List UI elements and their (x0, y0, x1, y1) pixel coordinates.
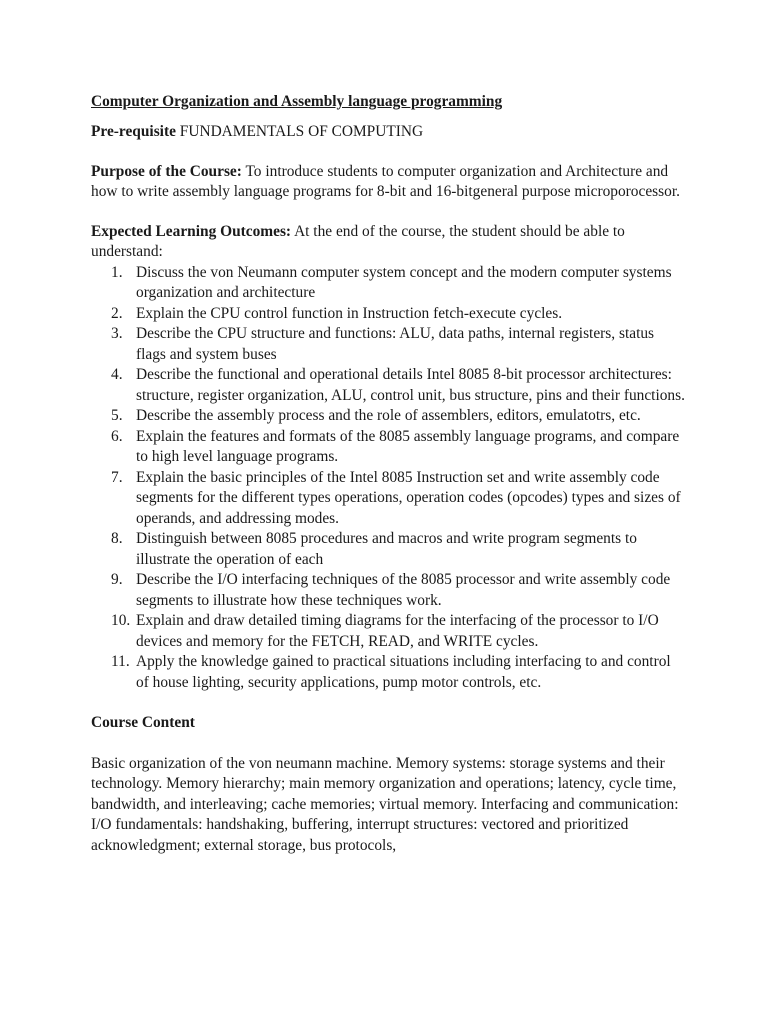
list-item-text: Explain the features and formats of the 8085 assembly language programs, and compare to high level language programs. (136, 427, 680, 465)
outcomes-paragraph (91, 222, 687, 263)
purpose-text: To introduce students to computer organization and Architecture and how to write assembly language programs for 8-bit and 16-bitgeneral purpose microporocessor. (91, 162, 680, 200)
list-item-number: 5. (111, 407, 123, 424)
prerequisite-line (91, 122, 687, 143)
course-content-heading: Course Content (91, 714, 195, 731)
list-item-number: 11. (111, 653, 130, 670)
list-item-number: 7. (111, 468, 123, 486)
list-item-text: Discuss the von Neumann computer system concept and the modern computer systems organization and architecture (136, 263, 672, 301)
outcomes-label: Expected Learning Outcomes: (91, 222, 292, 240)
list-item-text: Explain the CPU control function in Instruction fetch-execute cycles. (136, 304, 563, 322)
list-item (91, 468, 687, 530)
list-item (91, 365, 687, 406)
purpose-paragraph (91, 162, 687, 203)
course-content-paragraph: Basic organization of the von neumann machine. Memory systems: storage systems and their technology. Memory hierarchy; main memory organization and operations; latency, cycle time, bandwidth, and interleaving; cache memories; virtual memory. Interfacing and communication: I/O fundamentals: handshaking, buffering, interrupt structures: vectored and prioritized acknowledgment; external storage, bus protocols, (91, 754, 679, 854)
list-item-number: 6. (111, 427, 123, 445)
list-item-text: Distinguish between 8085 procedures and macros and write program segments to illustrate the operation of each (136, 530, 637, 568)
list-item-text: Describe the CPU structure and functions: ALU, data paths, internal registers, status flags and system buses (136, 325, 655, 363)
outcomes-list (91, 263, 687, 694)
list-item-text: Describe the assembly process and the role of assemblers, editors, emulatotrs, etc. (136, 407, 641, 424)
list-item-text: Describe the I/O interfacing techniques of the 8085 processor and write assembly code segments to illustrate how these techniques work. (136, 571, 671, 609)
list-item-number: 2. (111, 304, 123, 322)
list-item (91, 304, 687, 325)
outcomes-intro: At the end of the course, the student should be able to understand: (91, 222, 625, 260)
list-item-text: Explain and draw detailed timing diagrams for the interfacing of the processor to I/O devices and memory for the FETCH, READ, and WRITE cycles. (136, 612, 659, 650)
list-item-number: 4. (111, 366, 123, 383)
list-item (91, 324, 687, 365)
prerequisite-value: FUNDAMENTALS OF COMPUTING (179, 123, 424, 140)
list-item-text: Describe the functional and operational details Intel 8085 8-bit processor architectures: structure, register organization, ALU, control unit, bus structure, pins and their functions. (136, 366, 685, 404)
list-item-text: Apply the knowledge gained to practical situations including interfacing to and control of house lighting, security applications, pump motor controls, etc. (136, 653, 671, 691)
list-item-number: 10. (111, 612, 131, 629)
document-page (91, 90, 687, 856)
purpose-label: Purpose of the Course: (91, 162, 242, 180)
course-title: Computer Organization and Assembly language programming (91, 93, 503, 110)
list-item (91, 611, 687, 652)
list-item (91, 570, 687, 611)
list-item-number: 1. (111, 263, 123, 281)
list-item-number: 3. (111, 325, 123, 342)
list-item (91, 529, 687, 570)
list-item-number: 9. (111, 571, 123, 588)
list-item (91, 652, 687, 693)
list-item (91, 263, 687, 304)
list-item (91, 427, 687, 468)
list-item-number: 8. (111, 530, 123, 547)
list-item-text: Explain the basic principles of the Intel 8085 Instruction set and write assembly code segments for the different types operations, operation codes (opcodes) types and sizes of operands, and addressing modes. (136, 468, 681, 527)
prerequisite-label: Pre-requisite (91, 123, 176, 140)
list-item (91, 406, 687, 427)
